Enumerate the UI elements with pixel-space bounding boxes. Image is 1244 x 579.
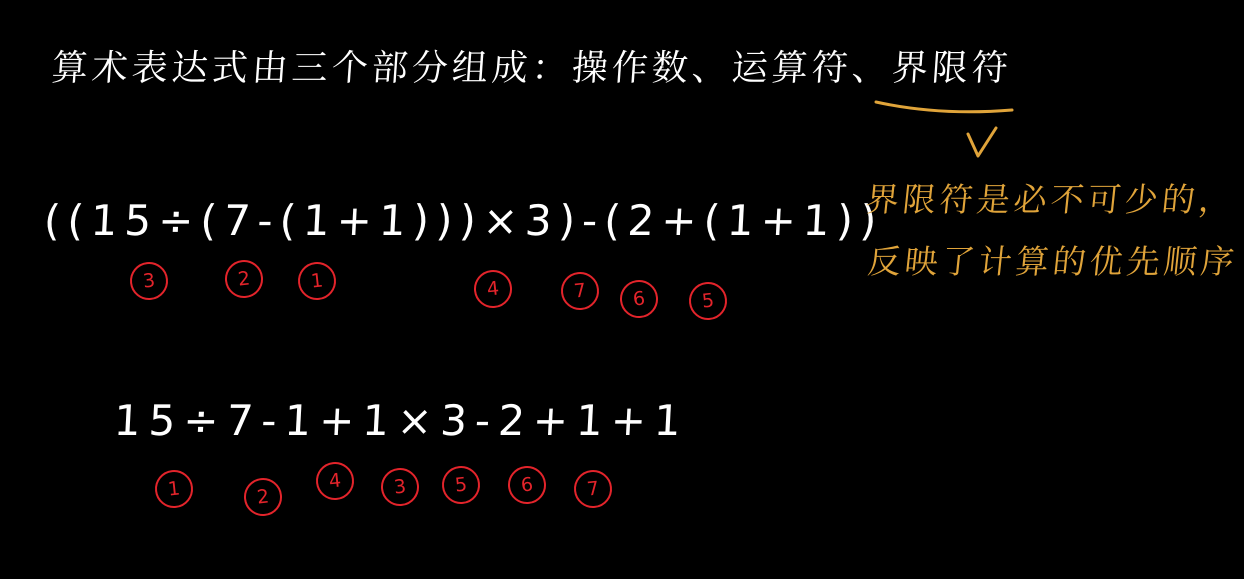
order-badge: 4: [472, 268, 514, 310]
order-badge: 1: [153, 468, 195, 510]
order-badge: 7: [559, 270, 601, 312]
title-text: 算术表达式由三个部分组成：操作数、运算符、界限符: [50, 48, 1014, 89]
underline-stroke: [876, 102, 1012, 112]
expression-with-delimiters: ((15÷(7-(1+1)))×3)-(2+(1+1)): [42, 196, 885, 245]
down-arrow-icon: [968, 128, 996, 156]
order-badge: 1: [296, 260, 338, 302]
note-line-2: 反映了计算的优先顺序: [865, 242, 1240, 281]
order-badge: 6: [618, 278, 660, 320]
order-badge: 5: [687, 280, 729, 322]
order-badge: 2: [223, 258, 265, 300]
order-badge: 7: [572, 468, 614, 510]
order-badge: 4: [314, 460, 356, 502]
note-line-1: 界限符是必不可少的，: [863, 180, 1238, 219]
order-badge: 5: [440, 464, 482, 506]
order-badge: 2: [242, 476, 284, 518]
order-badge: 6: [506, 464, 548, 506]
order-badge: 3: [128, 260, 170, 302]
order-badge: 3: [379, 466, 421, 508]
expression-without-delimiters: 15÷7-1+1×3-2+1+1: [112, 396, 691, 445]
